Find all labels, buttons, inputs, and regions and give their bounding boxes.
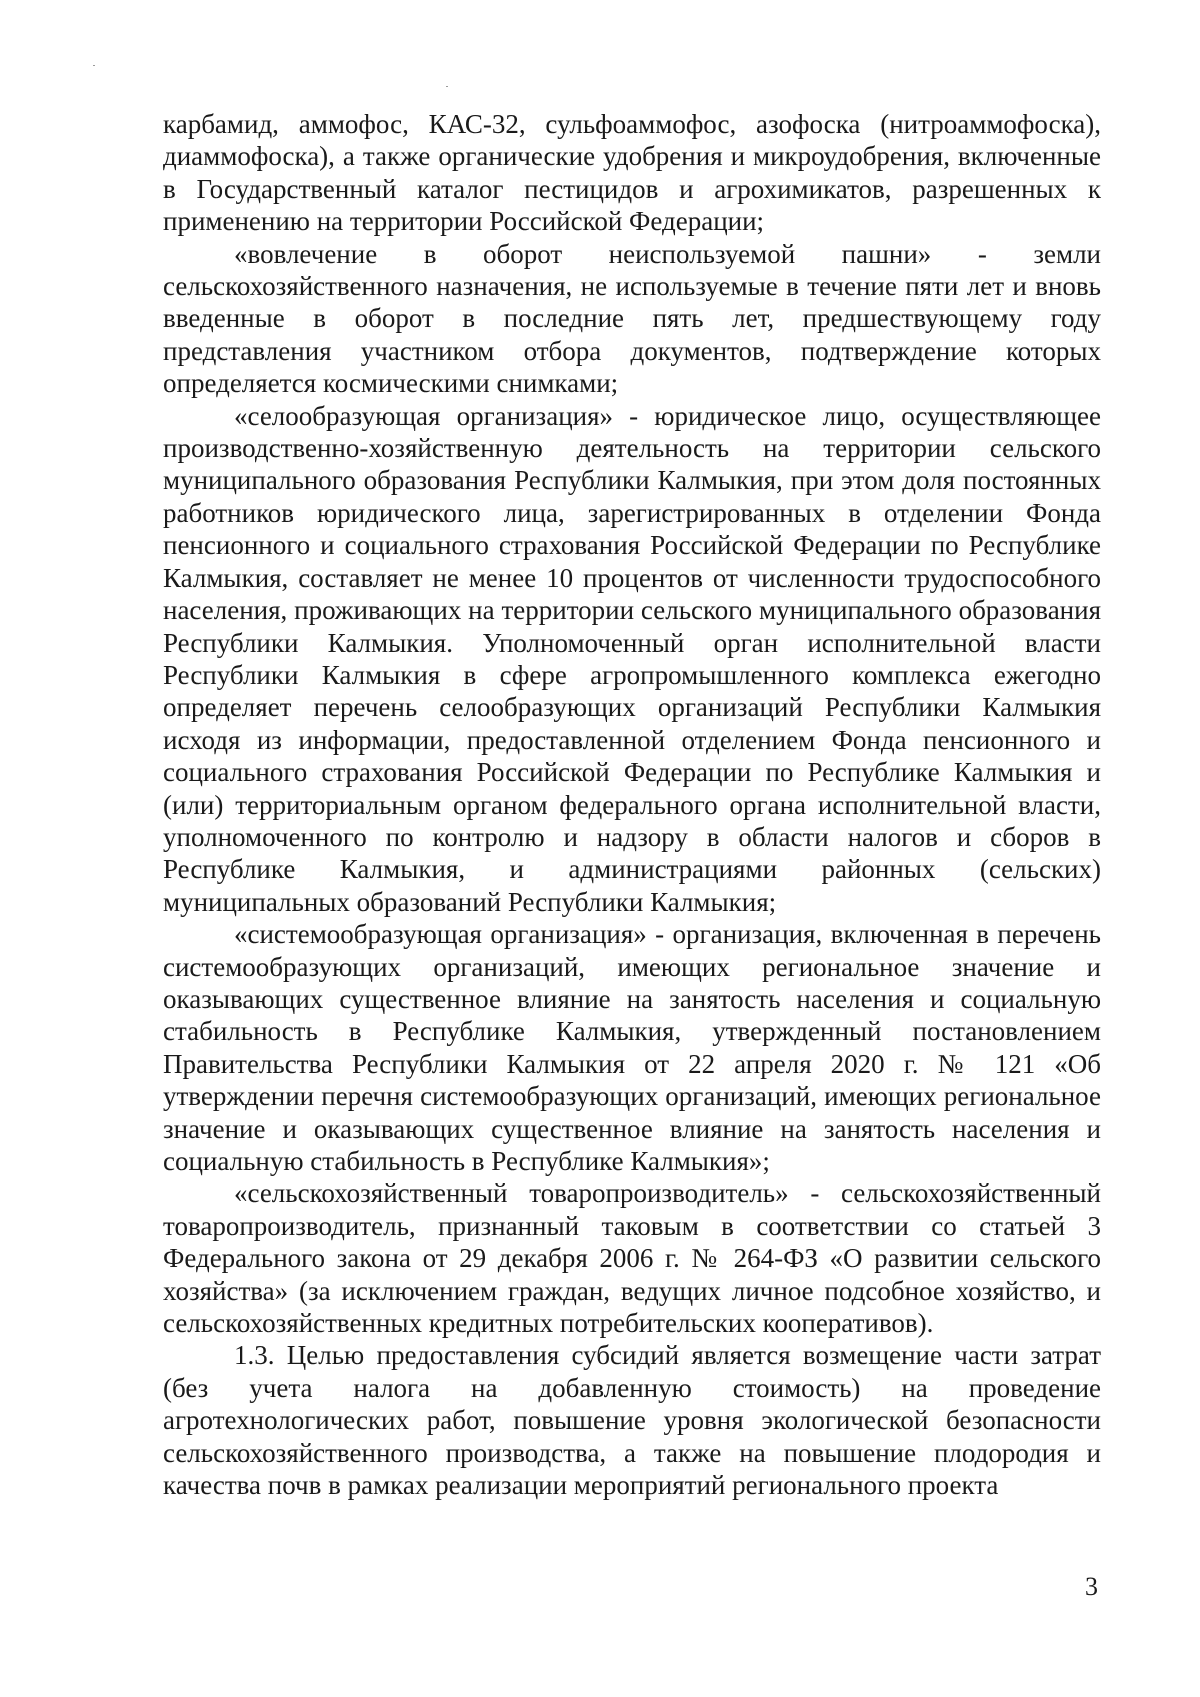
paragraph-fertilizers-continuation: карбамид, аммофос, КАС-32, сульфоаммофос, азофоска (нитроаммофоска), диаммофоска), а также органические удобрения и микроудобрения, включенные в Государственный каталог пестицидов и агрохимикатов, разрешенных к применению на территории Российской Федерации; bbox=[163, 109, 1101, 237]
paragraph-definition-unused-arable-land: «вовлечение в оборот неиспользуемой пашни» - земли сельскохозяйственного назначения, не используемые в течение пяти лет и вновь введенные в оборот в последние пять лет, предшествующему году представления участником отбора документов, подтверждение которых определяется космическими снимками; bbox=[163, 238, 1101, 399]
paragraph-definition-village-forming-organization: «селообразующая организация» - юридическое лицо, осуществляющее производственно-хозяйственную деятельность на территории сельского муниципального образования Республики Калмыкия, при этом доля постоянных работников юридического лица, зарегистрированных в отделении Фонда пенсионного и социального страхования Российской Федерации по Республике Калмыкия, составляет не менее 10 процентов от численности трудоспособного населения, проживающих на территории сельского муниципального образования Республики Калмыкия. Уполномоченный орган исполнительной власти Республики Калмыкия в сфере агропромышленного комплекса ежегодно определяет перечень селообразующих организаций Республики Калмыкия исходя из информации, предоставленной отделением Фонда пенсионного и социального страхования Российской Федерации по Республике Калмыкия и (или) территориальным органом федерального органа исполнительной власти, уполномоченного по контролю и надзору в области налогов и сборов в Республике Калмыкия, и администрациями районных (сельских) муниципальных образований Республики Калмыкия; bbox=[163, 400, 1101, 917]
paragraph-definition-system-forming-organization: «системообразующая организация» - организация, включенная в перечень системообразующих организаций, имеющих региональное значение и оказывающих существенное влияние на занятость населения и социальную стабильность в Республике Калмыкия, утвержденный постановлением Правительства Республики Калмыкия от 22 апреля 2020 г. № 121 «Об утверждении перечня системообразующих организаций, имеющих региональное значение и оказывающих существенное влияние на занятость населения и социальную стабильность в Республике Калмыкия»; bbox=[163, 919, 1101, 1176]
paragraph-definition-agricultural-producer: «сельскохозяйственный товаропроизводитель» - сельскохозяйственный товаропроизводитель, признанный таковым в соответствии со статьей 3 Федерального закона от 29 декабря 2006 г. № 264-ФЗ «О развитии сельского хозяйства» (за исключением граждан, ведущих личное подсобное хозяйство, и сельскохозяйственных кредитных потребительских кооперативов). bbox=[163, 1178, 1101, 1339]
paragraph-section-1-3-purpose: 1.3. Целью предоставления субсидий является возмещение части затрат (без учета налога на добавленную стоимость) на проведение агротехнологических работ, повышение уровня экологической безопасности сельскохозяйственного производства, а также на повышение плодородия и качества почв в рамках реализации мероприятий регионального проекта bbox=[163, 1340, 1101, 1501]
page-number: 3 bbox=[1085, 1572, 1098, 1601]
document-body bbox=[163, 108, 1101, 1501]
scan-speck bbox=[446, 86, 448, 87]
scan-speck bbox=[93, 65, 95, 66]
